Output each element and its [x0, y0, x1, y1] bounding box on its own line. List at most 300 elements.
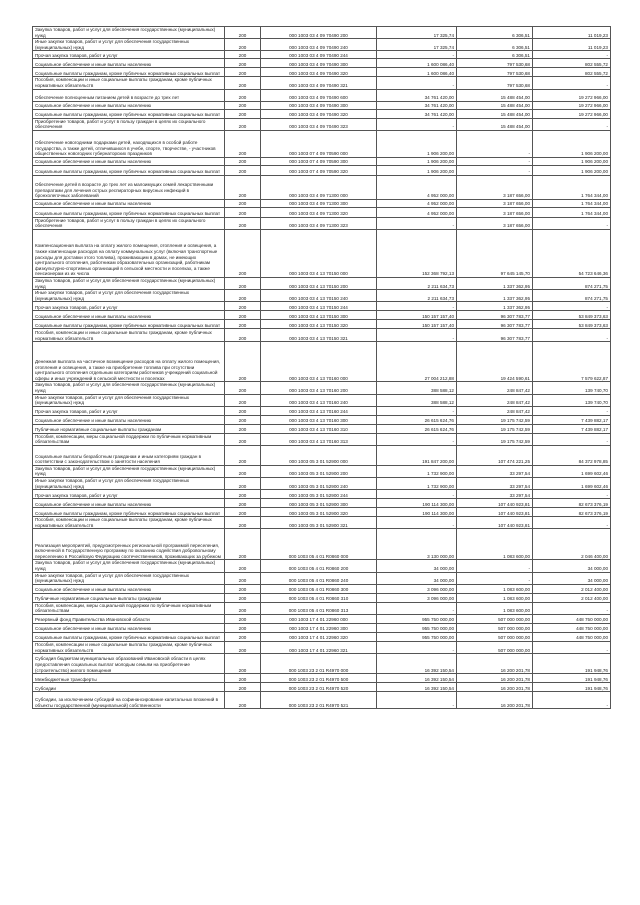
row-approved-cell: 1 906 200,00 [377, 165, 457, 175]
row-admin-code-cell: 200 [225, 311, 261, 320]
row-remaining-cell: 19 272 966,00 [533, 109, 611, 118]
row-remaining-cell: 2 012 400,00 [533, 593, 611, 602]
table-row [33, 77, 611, 89]
row-name-cell: Социальные выплаты гражданам, кроме публичных нормативных социальных выплат [33, 109, 225, 118]
row-approved-cell: 1 600 086,40 [377, 68, 457, 77]
row-name-cell: Социальное обеспечение и иные выплаты населению [33, 499, 225, 508]
row-approved-cell: 3 096 000,00 [377, 584, 457, 593]
row-budget-code-cell: 000 1003 05 3 01 52900 321 [261, 517, 377, 529]
row-admin-code-cell: 200 [225, 529, 261, 560]
row-admin-code-cell: 200 [225, 624, 261, 633]
table-row [33, 465, 611, 477]
row-remaining-cell: 191 948,76 [533, 683, 611, 692]
row-name-cell: Закупка товаров, работ и услуг для обеспечения государственных (муниципальных) нужд [33, 382, 225, 394]
table-row [33, 109, 611, 118]
row-budget-code-cell: 000 1003 05 3 01 52900 240 [261, 478, 377, 490]
table-row [33, 207, 611, 217]
table-row [33, 311, 611, 320]
row-executed-cell: 797 530,68 [457, 68, 533, 77]
row-budget-code-cell: 000 1003 03 4 13 70160 200 [261, 382, 377, 394]
row-admin-code-cell: 200 [225, 584, 261, 593]
row-admin-code-cell: 200 [225, 602, 261, 614]
row-remaining-cell: - [533, 77, 611, 89]
row-budget-code-cell: 000 1003 03 4 13 70160 240 [261, 394, 377, 406]
row-approved-cell: 388 588,12 [377, 394, 457, 406]
row-remaining-cell: 11 019,23 [533, 39, 611, 51]
row-remaining-cell: 448 750 000,00 [533, 633, 611, 642]
row-remaining-cell: 874 271,75 [533, 277, 611, 289]
table-row [33, 490, 611, 499]
row-name-cell: Иные закупки товаров, работ и услуг для обеспечения государственных (муниципальных) нужд [33, 572, 225, 584]
row-name-cell: Социальное обеспечение и иные выплаты населению [33, 59, 225, 68]
table-row [33, 602, 611, 614]
table-row [33, 175, 611, 199]
row-executed-cell: 19 424 590,61 [457, 342, 533, 382]
row-remaining-cell: 448 750 000,00 [533, 615, 611, 624]
row-remaining-cell: 1 699 602,46 [533, 465, 611, 477]
row-budget-code-cell: 000 1003 03 4 13 70160 244 [261, 406, 377, 415]
row-admin-code-cell: 200 [225, 329, 261, 342]
row-budget-code-cell: 000 1003 03 4 09 70490 320 [261, 68, 377, 77]
row-admin-code-cell: 200 [225, 683, 261, 692]
row-name-cell: Социальное обеспечение и иные выплаты населению [33, 624, 225, 633]
row-admin-code-cell: 200 [225, 130, 261, 157]
row-remaining-cell: - [533, 51, 611, 59]
table-row [33, 320, 611, 329]
row-approved-cell: - [377, 77, 457, 89]
row-name-cell: Иные закупки товаров, работ и услуг для обеспечения государственных (муниципальных) нужд [33, 39, 225, 51]
row-admin-code-cell: 200 [225, 382, 261, 394]
table-row [33, 424, 611, 433]
row-remaining-cell: 84 372 978,85 [533, 445, 611, 465]
row-executed-cell: 3 187 656,00 [457, 207, 533, 217]
row-remaining-cell: 7 439 882,17 [533, 424, 611, 433]
row-executed-cell: 1 337 362,95 [457, 290, 533, 302]
row-admin-code-cell: 200 [225, 320, 261, 329]
row-executed-cell: 107 474 221,25 [457, 445, 533, 465]
row-executed-cell: 16 200 201,78 [457, 683, 533, 692]
row-admin-code-cell: 200 [225, 615, 261, 624]
row-budget-code-cell: 000 1003 05 4 01 R0860 200 [261, 560, 377, 572]
row-approved-cell: 34 000,00 [377, 572, 457, 584]
row-remaining-cell: 82 673 376,19 [533, 499, 611, 508]
row-name-cell: Приобретение товаров, работ и услуг в пользу граждан в целях их социального обеспечения [33, 217, 225, 229]
row-executed-cell: 16 200 201,78 [457, 692, 533, 709]
row-name-cell: Иные закупки товаров, работ и услуг для обеспечения государственных (муниципальных) нужд [33, 290, 225, 302]
row-remaining-cell: 19 272 966,00 [533, 89, 611, 101]
row-budget-code-cell: 000 1003 05 4 01 R0860 240 [261, 572, 377, 584]
row-admin-code-cell: 200 [225, 342, 261, 382]
row-approved-cell: 190 114 300,00 [377, 499, 457, 508]
row-approved-cell: 3 096 000,00 [377, 593, 457, 602]
row-name-cell: Социальные выплаты гражданам, кроме публичных нормативных социальных выплат [33, 207, 225, 217]
row-remaining-cell: 448 750 000,00 [533, 624, 611, 633]
row-admin-code-cell: 200 [225, 394, 261, 406]
table-row [33, 382, 611, 394]
row-admin-code-cell: 200 [225, 165, 261, 175]
row-name-cell: Социальные выплаты гражданам, кроме публичных нормативных социальных выплат [33, 165, 225, 175]
table-row [33, 624, 611, 633]
row-name-cell: Закупка товаров, работ и услуг для обеспечения государственных (муниципальных) нужд [33, 560, 225, 572]
row-name-cell: Социальное обеспечение и иные выплаты населению [33, 199, 225, 207]
row-remaining-cell: 1 906 200,00 [533, 130, 611, 157]
row-remaining-cell: 53 849 373,63 [533, 320, 611, 329]
row-name-cell: Социальное обеспечение и иные выплаты населению [33, 311, 225, 320]
table-row [33, 329, 611, 342]
row-name-cell: Пособия, компенсации и иные социальные выплаты гражданам, кроме публичных нормативных обязательств [33, 77, 225, 89]
row-name-cell: Денежная выплата на частичное возмещение расходов на оплату жилого помещения, отопления и освещения, а также на приобретение топлива при отсутствии центрального отопления отдельным категориям работников учреждений социальной сферы и иных учреждений в сельской местности и поселках [33, 342, 225, 382]
row-admin-code-cell: 200 [225, 642, 261, 654]
row-admin-code-cell: 200 [225, 490, 261, 499]
row-remaining-cell: - [533, 217, 611, 229]
row-admin-code-cell: 200 [225, 217, 261, 229]
row-remaining-cell: - [533, 642, 611, 654]
row-name-cell: Прочая закупка товаров, работ и услуг [33, 51, 225, 59]
row-executed-cell: 3 187 656,00 [457, 175, 533, 199]
row-approved-cell: 17 325,74 [377, 27, 457, 39]
row-executed-cell: 507 000 000,00 [457, 633, 533, 642]
row-executed-cell: 248 847,42 [457, 382, 533, 394]
row-name-cell: Иные закупки товаров, работ и услуг для обеспечения государственных (муниципальных) нужд [33, 394, 225, 406]
row-budget-code-cell: 000 1003 03 4 09 70490 323 [261, 118, 377, 130]
table-row [33, 277, 611, 289]
row-remaining-cell: - [533, 118, 611, 130]
row-executed-cell: 19 175 742,59 [457, 424, 533, 433]
row-name-cell: Социальное обеспечение и иные выплаты населению [33, 415, 225, 424]
row-admin-code-cell: 200 [225, 175, 261, 199]
row-admin-code-cell: 200 [225, 68, 261, 77]
row-budget-code-cell: 000 1003 03 4 13 70150 240 [261, 290, 377, 302]
row-approved-cell: 16 392 150,54 [377, 674, 457, 683]
table-row [33, 433, 611, 445]
table-row [33, 683, 611, 692]
row-budget-code-cell: 000 1003 07 4 09 70590 000 [261, 130, 377, 157]
row-budget-code-cell: 000 1003 17 4 01 22960 000 [261, 615, 377, 624]
row-approved-cell: - [377, 433, 457, 445]
row-executed-cell: 248 847,42 [457, 406, 533, 415]
table-row [33, 130, 611, 157]
row-approved-cell: 2 211 634,73 [377, 277, 457, 289]
row-name-cell: Пособия, компенсации и иные социальные выплаты гражданам, кроме публичных нормативных обязательств [33, 329, 225, 342]
table-row [33, 415, 611, 424]
row-name-cell: Закупка товаров, работ и услуг для обеспечения государственных (муниципальных) нужд [33, 465, 225, 477]
row-remaining-cell: 802 555,72 [533, 68, 611, 77]
table-row [33, 68, 611, 77]
row-budget-code-cell: 000 1003 05 3 01 52900 000 [261, 445, 377, 465]
table-row [33, 584, 611, 593]
row-executed-cell: 6 306,51 [457, 27, 533, 39]
table-row [33, 165, 611, 175]
row-name-cell: Социальное обеспечение и иные выплаты населению [33, 584, 225, 593]
row-budget-code-cell: 000 1003 03 4 09 70490 300 [261, 59, 377, 68]
row-admin-code-cell: 200 [225, 101, 261, 109]
row-remaining-cell: 19 272 966,00 [533, 101, 611, 109]
row-budget-code-cell: 000 1003 23 2 01 R4970 000 [261, 654, 377, 674]
table-row [33, 89, 611, 101]
row-remaining-cell: 1 906 200,00 [533, 157, 611, 165]
row-name-cell: Прочая закупка товаров, работ и услуг [33, 406, 225, 415]
table-row [33, 508, 611, 517]
row-remaining-cell: 1 764 344,00 [533, 175, 611, 199]
row-name-cell: Закупка товаров, работ и услуг для обеспечения государственных (муниципальных) нужд [33, 27, 225, 39]
row-budget-code-cell: 000 1003 05 3 01 52900 300 [261, 499, 377, 508]
table-row [33, 51, 611, 59]
table-row [33, 529, 611, 560]
row-remaining-cell: 139 740,70 [533, 382, 611, 394]
row-name-cell: Резервный фонд Правительства Ивановской области [33, 615, 225, 624]
row-approved-cell: 150 157 157,40 [377, 311, 457, 320]
row-approved-cell: - [377, 490, 457, 499]
row-admin-code-cell: 200 [225, 51, 261, 59]
row-name-cell: Прочая закупка товаров, работ и услуг [33, 302, 225, 311]
row-executed-cell: 33 297,54 [457, 490, 533, 499]
row-executed-cell: 16 200 201,78 [457, 674, 533, 683]
row-approved-cell: 3 130 000,00 [377, 529, 457, 560]
row-approved-cell: - [377, 642, 457, 654]
budget-table-body [33, 27, 611, 709]
table-row [33, 674, 611, 683]
row-remaining-cell: 2 012 400,00 [533, 584, 611, 593]
table-row [33, 517, 611, 529]
row-approved-cell: - [377, 118, 457, 130]
row-remaining-cell: 191 948,76 [533, 674, 611, 683]
row-remaining-cell: - [533, 302, 611, 311]
table-row [33, 642, 611, 654]
row-approved-cell: 191 847 200,00 [377, 445, 457, 465]
row-budget-code-cell: 000 1003 23 2 01 R4970 521 [261, 692, 377, 709]
table-row [33, 406, 611, 415]
row-executed-cell: 6 306,51 [457, 51, 533, 59]
row-budget-code-cell: 000 1003 03 4 09 71300 300 [261, 199, 377, 207]
row-executed-cell: 3 187 656,00 [457, 217, 533, 229]
row-budget-code-cell: 000 1003 17 4 01 22960 300 [261, 624, 377, 633]
row-budget-code-cell: 000 1003 03 4 09 70490 320 [261, 109, 377, 118]
row-admin-code-cell: 200 [225, 27, 261, 39]
row-remaining-cell: 54 723 646,36 [533, 229, 611, 277]
row-remaining-cell: 191 948,76 [533, 654, 611, 674]
table-row [33, 692, 611, 709]
row-approved-cell: - [377, 602, 457, 614]
row-remaining-cell: 802 555,72 [533, 59, 611, 68]
row-name-cell: Субсидии, за исключением субсидий на софинансирование капитальных вложений в объекты государственной (муниципальной) собственности [33, 692, 225, 709]
row-approved-cell: - [377, 302, 457, 311]
row-budget-code-cell: 000 1003 03 4 09 70490 244 [261, 51, 377, 59]
row-admin-code-cell: 200 [225, 424, 261, 433]
row-remaining-cell: 874 271,75 [533, 290, 611, 302]
row-remaining-cell: - [533, 602, 611, 614]
row-admin-code-cell: 200 [225, 302, 261, 311]
table-row [33, 199, 611, 207]
row-admin-code-cell: 200 [225, 199, 261, 207]
row-admin-code-cell: 200 [225, 39, 261, 51]
row-approved-cell: 1 906 200,00 [377, 130, 457, 157]
row-executed-cell: 107 440 923,81 [457, 508, 533, 517]
row-executed-cell: - [457, 130, 533, 157]
row-executed-cell: 507 000 000,00 [457, 642, 533, 654]
row-admin-code-cell: 200 [225, 77, 261, 89]
row-budget-code-cell: 000 1003 07 4 09 70590 320 [261, 165, 377, 175]
row-approved-cell: - [377, 329, 457, 342]
row-approved-cell: 17 325,74 [377, 39, 457, 51]
table-row [33, 572, 611, 584]
row-approved-cell: 16 392 150,54 [377, 683, 457, 692]
table-row [33, 615, 611, 624]
row-admin-code-cell: 200 [225, 406, 261, 415]
row-executed-cell: 797 530,68 [457, 59, 533, 68]
row-approved-cell: 1 906 200,00 [377, 157, 457, 165]
table-row [33, 342, 611, 382]
row-approved-cell: 152 368 792,13 [377, 229, 457, 277]
row-executed-cell: 1 083 600,00 [457, 584, 533, 593]
table-row [33, 478, 611, 490]
row-budget-code-cell: 000 1003 03 4 09 70490 300 [261, 101, 377, 109]
row-approved-cell: - [377, 406, 457, 415]
row-budget-code-cell: 000 1003 03 4 13 70160 000 [261, 342, 377, 382]
row-budget-code-cell: 000 1003 05 3 01 52900 244 [261, 490, 377, 499]
table-row [33, 499, 611, 508]
row-admin-code-cell: 200 [225, 478, 261, 490]
row-remaining-cell: 1 764 344,00 [533, 199, 611, 207]
table-row [33, 217, 611, 229]
row-name-cell: Публичные нормативные социальные выплаты гражданам [33, 593, 225, 602]
row-name-cell: Компенсационная выплата на оплату жилого помещения, отопления и освещения, а также компенсации расходов на оплату коммунальных услуг (включая транспортные расходы для доставки этого топлива), проживающим в домах, не имеющих центрального отопления, работникам образовательных организаций, работникам физкультурно-спортивных организаций в сельской местности и поселках, а также пенсионерам из их числа [33, 229, 225, 277]
row-budget-code-cell: 000 1003 05 3 01 52900 200 [261, 465, 377, 477]
table-row [33, 394, 611, 406]
row-executed-cell: - [457, 572, 533, 584]
row-name-cell: Социальные выплаты гражданам, кроме публичных нормативных социальных выплат [33, 508, 225, 517]
row-executed-cell: 507 000 000,00 [457, 624, 533, 633]
row-remaining-cell: - [533, 517, 611, 529]
row-name-cell: Социальные выплаты гражданам, кроме публичных нормативных социальных выплат [33, 320, 225, 329]
row-remaining-cell: 7 439 882,17 [533, 415, 611, 424]
row-approved-cell: 34 761 420,00 [377, 89, 457, 101]
row-admin-code-cell: 200 [225, 433, 261, 445]
row-budget-code-cell: 000 1003 05 3 01 52900 320 [261, 508, 377, 517]
row-remaining-cell: 53 849 373,63 [533, 311, 611, 320]
table-row [33, 302, 611, 311]
row-remaining-cell: 11 019,23 [533, 27, 611, 39]
row-name-cell: Социальное обеспечение и иные выплаты населению [33, 101, 225, 109]
table-row [33, 593, 611, 602]
row-budget-code-cell: 000 1003 03 4 13 70150 000 [261, 229, 377, 277]
row-name-cell: Иные закупки товаров, работ и услуг для обеспечения государственных (муниципальных) нужд [33, 478, 225, 490]
row-admin-code-cell: 200 [225, 118, 261, 130]
row-approved-cell: 4 952 000,00 [377, 207, 457, 217]
row-executed-cell: 1 083 600,00 [457, 529, 533, 560]
row-admin-code-cell: 200 [225, 572, 261, 584]
table-row [33, 27, 611, 39]
row-budget-code-cell: 000 1003 03 4 13 70150 321 [261, 329, 377, 342]
row-remaining-cell: - [533, 490, 611, 499]
row-name-cell: Приобретение товаров, работ и услуг в пользу граждан в целях их социального обеспечения [33, 118, 225, 130]
row-executed-cell: - [457, 165, 533, 175]
row-executed-cell: 1 083 600,00 [457, 602, 533, 614]
row-name-cell: Социальные выплаты безработным гражданам и иным категориям граждан в соответствии с законодательством о занятости населения [33, 445, 225, 465]
row-executed-cell: 15 488 454,00 [457, 118, 533, 130]
row-budget-code-cell: 000 1003 03 4 13 70160 310 [261, 424, 377, 433]
row-executed-cell: 107 440 923,81 [457, 499, 533, 508]
row-remaining-cell: 1 764 344,00 [533, 207, 611, 217]
row-remaining-cell: - [533, 406, 611, 415]
row-budget-code-cell: 000 1003 05 4 01 R0860 300 [261, 584, 377, 593]
table-row [33, 654, 611, 674]
row-name-cell: Субсидия бюджетам муниципальных образований Ивановской области в целях предоставления социальных выплат молодым семьям на приобретение (строительство) жилого помещения [33, 654, 225, 674]
row-budget-code-cell: 000 1003 03 4 09 71300 320 [261, 207, 377, 217]
row-budget-code-cell: 000 1003 03 4 13 70150 320 [261, 320, 377, 329]
row-executed-cell: 6 306,51 [457, 39, 533, 51]
table-row [33, 39, 611, 51]
row-admin-code-cell: 200 [225, 633, 261, 642]
row-executed-cell: 33 297,54 [457, 478, 533, 490]
row-executed-cell: - [457, 560, 533, 572]
row-remaining-cell: 2 046 400,00 [533, 529, 611, 560]
row-admin-code-cell: 200 [225, 290, 261, 302]
table-row [33, 560, 611, 572]
row-approved-cell: 34 761 420,00 [377, 109, 457, 118]
row-admin-code-cell: 200 [225, 508, 261, 517]
row-admin-code-cell: 200 [225, 277, 261, 289]
row-name-cell: Социальное обеспечение и иные выплаты населению [33, 157, 225, 165]
row-budget-code-cell: 000 1003 03 4 13 70150 244 [261, 302, 377, 311]
row-executed-cell: 1 337 362,95 [457, 277, 533, 289]
row-remaining-cell: - [533, 692, 611, 709]
row-name-cell: Обеспечение новогодними подарками детей, находящихся в особой работе государства, а также детей, отличившихся в учебе, спорте, творчестве, - участников общественных новогодних губернаторских праздников [33, 130, 225, 157]
row-approved-cell: 955 750 000,00 [377, 624, 457, 633]
row-admin-code-cell: 200 [225, 157, 261, 165]
row-executed-cell: 1 337 362,95 [457, 302, 533, 311]
row-name-cell: Закупка товаров, работ и услуг для обеспечения государственных (муниципальных) нужд [33, 277, 225, 289]
row-budget-code-cell: 000 1003 03 4 13 70160 313 [261, 433, 377, 445]
table-row [33, 59, 611, 68]
row-budget-code-cell: 000 1003 03 4 13 70150 200 [261, 277, 377, 289]
row-admin-code-cell: 200 [225, 109, 261, 118]
row-budget-code-cell: 000 1003 05 4 01 R0860 313 [261, 602, 377, 614]
row-executed-cell: 96 307 783,77 [457, 329, 533, 342]
row-budget-code-cell: 000 1003 17 4 01 22960 321 [261, 642, 377, 654]
row-remaining-cell: 1 699 602,46 [533, 478, 611, 490]
row-approved-cell: 955 750 000,00 [377, 615, 457, 624]
row-executed-cell: 19 175 742,59 [457, 415, 533, 424]
table-row [33, 229, 611, 277]
row-budget-code-cell: 000 1003 17 4 01 22960 320 [261, 633, 377, 642]
row-name-cell: Публичные нормативные социальные выплаты гражданам [33, 424, 225, 433]
row-executed-cell: 19 175 742,59 [457, 433, 533, 445]
row-approved-cell: 26 615 624,76 [377, 415, 457, 424]
row-approved-cell: - [377, 217, 457, 229]
row-executed-cell: 3 187 656,00 [457, 199, 533, 207]
row-approved-cell: 16 392 150,54 [377, 654, 457, 674]
row-approved-cell: 26 615 624,76 [377, 424, 457, 433]
row-executed-cell: 507 000 000,00 [457, 615, 533, 624]
row-budget-code-cell: 000 1003 03 4 09 71300 000 [261, 175, 377, 199]
row-approved-cell: 1 600 086,40 [377, 59, 457, 68]
row-admin-code-cell: 200 [225, 229, 261, 277]
row-admin-code-cell: 200 [225, 465, 261, 477]
row-budget-code-cell: 000 1003 03 4 09 70490 321 [261, 77, 377, 89]
row-executed-cell: 107 440 923,81 [457, 517, 533, 529]
row-approved-cell: - [377, 692, 457, 709]
row-budget-code-cell: 000 1003 23 2 01 R4970 520 [261, 683, 377, 692]
row-approved-cell: 34 761 420,00 [377, 101, 457, 109]
table-row [33, 290, 611, 302]
row-remaining-cell: 1 906 200,00 [533, 165, 611, 175]
row-budget-code-cell: 000 1003 03 4 09 70490 600 [261, 89, 377, 101]
table-row [33, 118, 611, 130]
row-approved-cell: 955 750 000,00 [377, 633, 457, 642]
row-approved-cell: 27 004 212,88 [377, 342, 457, 382]
row-name-cell: Пособия, компенсации и иные социальные выплаты гражданам, кроме публичных нормативных обязательств [33, 517, 225, 529]
row-approved-cell: - [377, 517, 457, 529]
